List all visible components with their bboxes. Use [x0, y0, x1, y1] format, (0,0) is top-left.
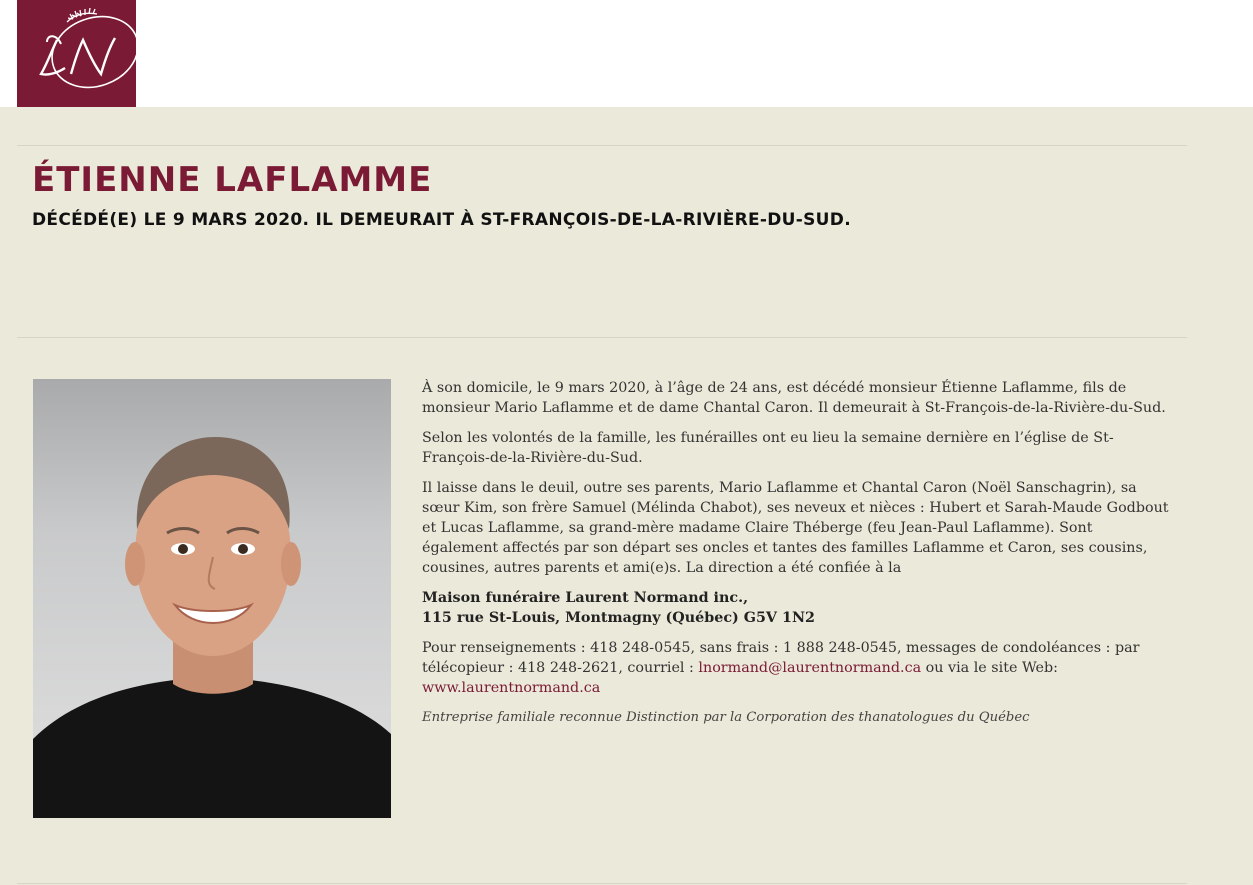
divider-bottom — [17, 883, 1187, 884]
distinction-note: Entreprise familiale reconnue Distinction par la Corporation des thanatologues du Québec — [422, 710, 1030, 725]
contact-text-website: ou via le site Web: — [921, 660, 1058, 676]
obituary-name: ÉTIENNE LAFLAMME — [32, 160, 433, 200]
divider-top — [17, 145, 1187, 146]
portrait-photo-icon — [33, 379, 391, 818]
funeral-home-block — [422, 588, 1172, 628]
website-link[interactable]: www.laurentnormand.ca — [422, 680, 601, 696]
email-link[interactable]: lnormand@laurentnormand.ca — [698, 660, 922, 676]
obituary-text — [422, 378, 1172, 738]
obituary-subtitle: DÉCÉDÉ(E) LE 9 MARS 2020. IL DEMEURAIT À ST-FRANÇOIS-DE-LA-RIVIÈRE-DU-SUD. — [32, 210, 851, 230]
funeral-home-name: Maison funéraire Laurent Normand inc., — [422, 590, 749, 606]
paragraph-family: Il laisse dans le deuil, outre ses parents, Mario Laflamme et Chantal Caron (Noël Sanschagrin), sa sœur Kim, son frère Samuel (Mélinda Chabot), ses neveux et nièces : Hubert et Sarah-Maude Godbout et Lucas Laflamme, sa grand-mère madame Claire Théberge (feu Jean-Paul Laflamme). Sont également affectés par son départ ses oncles et tantes des familles Laflamme et Caron, ses cousins, cousines, autres parents et ami(e)s. La direction a été confiée à la — [422, 480, 1169, 576]
paragraph-announcement: À son domicile, le 9 mars 2020, à l’âge de 24 ans, est décédé monsieur Étienne Laflamme, fils de monsieur Mario Laflamme et de dame Chantal Caron. Il demeurait à St-François-de-la-Rivière-du-Sud. — [422, 380, 1166, 416]
paragraph-funeral: Selon les volontés de la famille, les funérailles ont eu lieu la semaine dernière en l’église de St-François-de-la-Rivière-du-Sud. — [422, 430, 1114, 466]
site-logo[interactable] — [17, 0, 136, 107]
logo-monogram-icon — [17, 0, 136, 107]
contact-info — [422, 638, 1172, 698]
divider-middle — [17, 337, 1187, 338]
site-header — [0, 0, 1253, 107]
funeral-home-address: 115 rue St-Louis, Montmagny (Québec) G5V 1N2 — [422, 610, 815, 626]
contact-text: Pour renseignements : 418 248-0545, sans frais : 1 888 248-0545, messages de condoléances : par télécopieur : 418 248-2621, courriel : — [422, 640, 1140, 676]
deceased-portrait — [33, 379, 391, 818]
